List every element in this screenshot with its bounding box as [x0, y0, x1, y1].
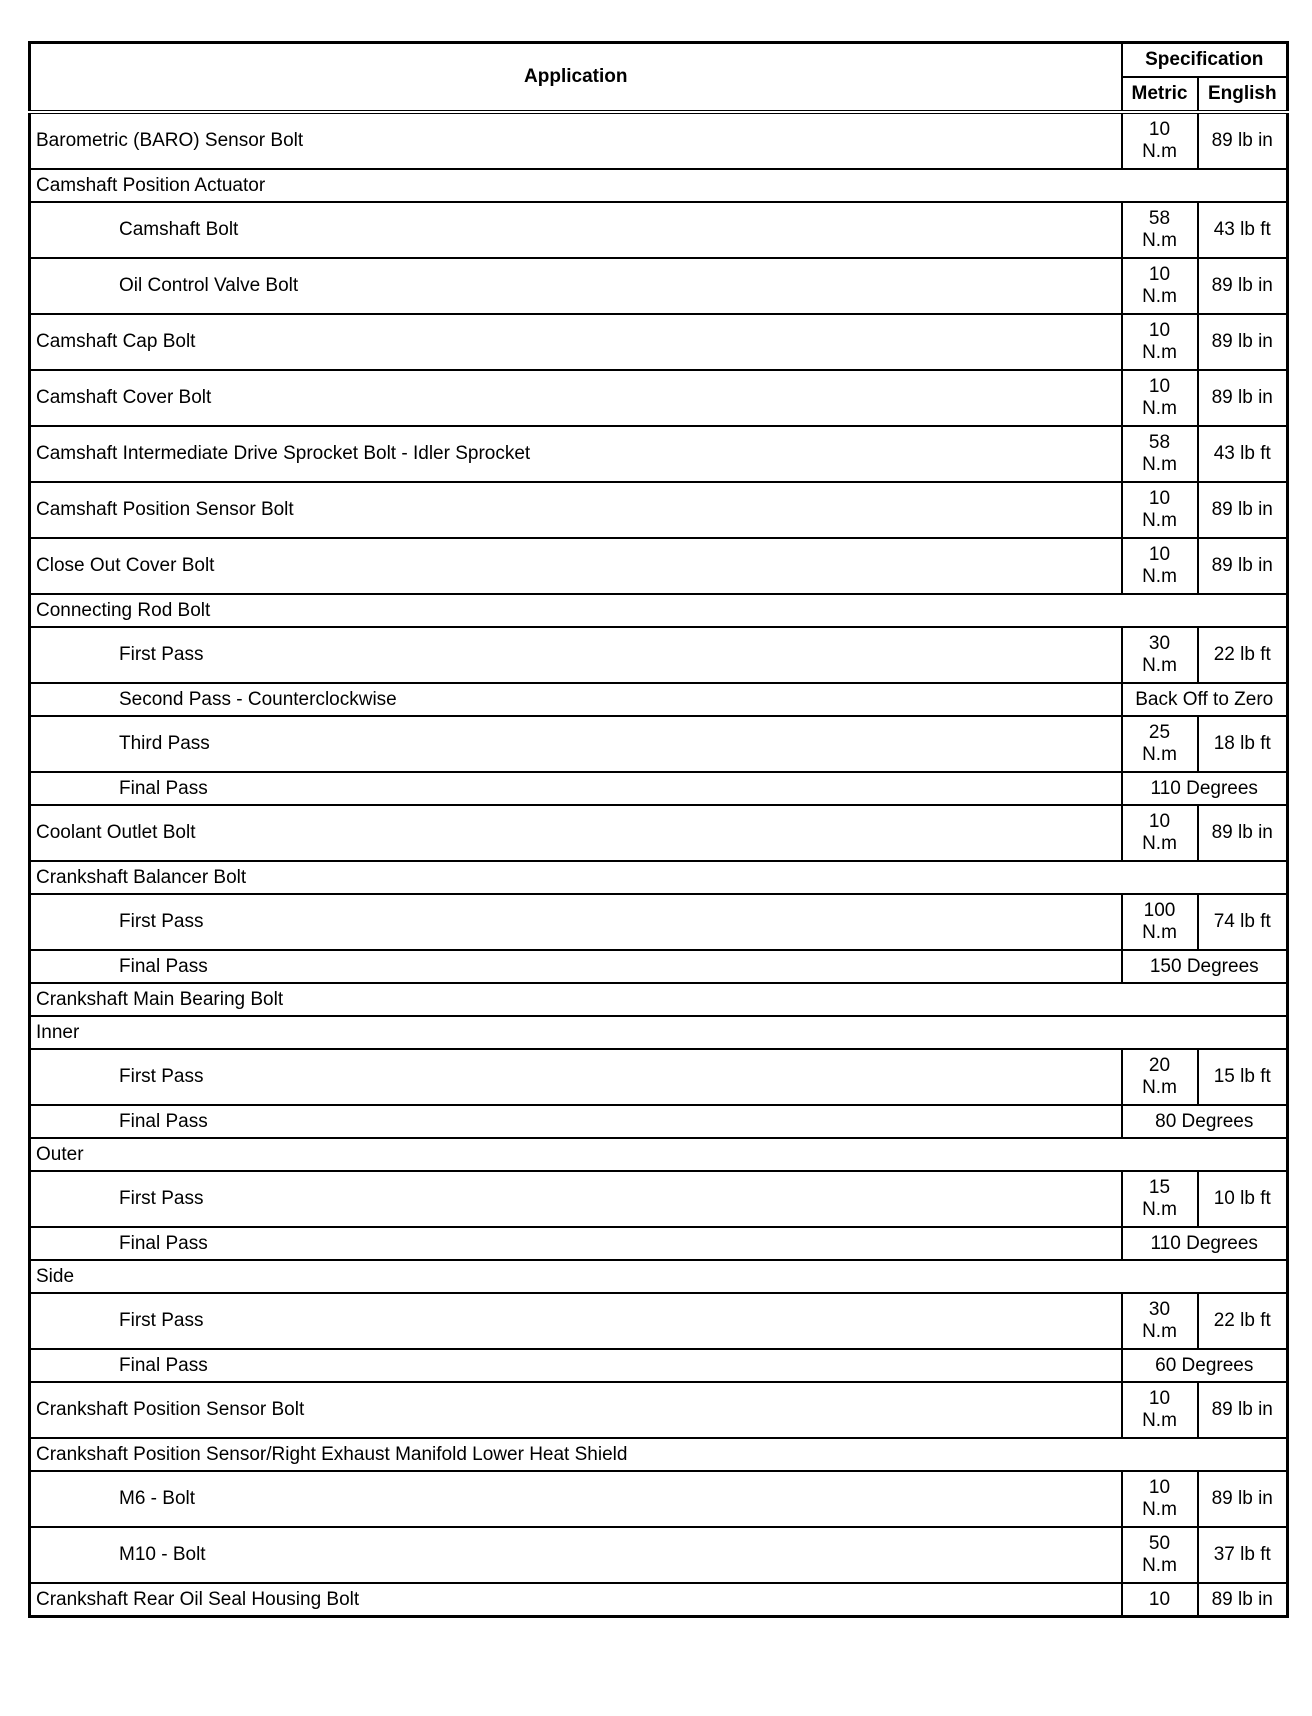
english-cell: 89 lb in — [1198, 482, 1288, 538]
english-cell: 89 lb in — [1198, 314, 1288, 370]
application-cell: Oil Control Valve Bolt — [30, 258, 1122, 314]
application-cell: Outer — [30, 1138, 1288, 1171]
metric-cell — [1122, 1583, 1198, 1617]
metric-unit: N.m — [1142, 286, 1177, 307]
metric-value: 10 — [1148, 1388, 1171, 1409]
combined-spec-cell: Back Off to Zero — [1122, 683, 1288, 716]
application-cell: Camshaft Position Sensor Bolt — [30, 482, 1122, 538]
table-row — [30, 772, 1288, 805]
metric-value: 30 — [1148, 1299, 1171, 1320]
application-cell: M6 - Bolt — [30, 1471, 1122, 1527]
metric-unit: N.m — [1142, 1410, 1177, 1431]
application-cell: Final Pass — [30, 772, 1122, 805]
application-cell: Crankshaft Position Sensor Bolt — [30, 1382, 1122, 1438]
metric-value: 100 — [1143, 900, 1176, 921]
table-row — [30, 1293, 1288, 1349]
metric-value: 10 — [1148, 264, 1171, 285]
english-header: English — [1198, 77, 1288, 112]
application-cell: Inner — [30, 1016, 1288, 1049]
english-cell: 89 lb in — [1198, 258, 1288, 314]
table-row — [30, 202, 1288, 258]
application-cell: Crankshaft Balancer Bolt — [30, 861, 1288, 894]
metric-value: 10 — [1148, 1477, 1171, 1498]
application-cell: Barometric (BARO) Sensor Bolt — [30, 112, 1122, 169]
combined-spec-cell: 110 Degrees — [1122, 1227, 1288, 1260]
metric-value: 10 — [1148, 544, 1171, 565]
english-cell: 74 lb ft — [1198, 894, 1288, 950]
metric-value: 20 — [1148, 1055, 1171, 1076]
table-group-row — [30, 1138, 1288, 1171]
metric-value: 15 — [1148, 1177, 1171, 1198]
metric-unit: N.m — [1142, 1199, 1177, 1220]
english-cell: 43 lb ft — [1198, 426, 1288, 482]
metric-cell — [1122, 482, 1198, 538]
metric-value: 50 — [1148, 1533, 1171, 1554]
table-row — [30, 258, 1288, 314]
table-row — [30, 426, 1288, 482]
metric-unit: N.m — [1142, 1321, 1177, 1342]
english-cell: 89 lb in — [1198, 805, 1288, 861]
metric-unit: N.m — [1142, 922, 1177, 943]
metric-cell — [1122, 1171, 1198, 1227]
table-row — [30, 112, 1288, 169]
metric-unit: N.m — [1142, 342, 1177, 363]
application-cell: Second Pass - Counterclockwise — [30, 683, 1122, 716]
application-cell: M10 - Bolt — [30, 1527, 1122, 1583]
application-cell: Crankshaft Rear Oil Seal Housing Bolt — [30, 1583, 1122, 1617]
table-row — [30, 1105, 1288, 1138]
metric-value: 25 — [1148, 722, 1171, 743]
table-row — [30, 716, 1288, 772]
metric-unit: N.m — [1142, 398, 1177, 419]
metric-cell — [1122, 627, 1198, 683]
metric-unit: N.m — [1142, 230, 1177, 251]
english-cell: 89 lb in — [1198, 1583, 1288, 1617]
english-cell: 10 lb ft — [1198, 1171, 1288, 1227]
metric-cell — [1122, 314, 1198, 370]
application-cell: First Pass — [30, 1293, 1122, 1349]
metric-cell — [1122, 202, 1198, 258]
metric-unit: N.m — [1142, 1077, 1177, 1098]
table-row — [30, 1382, 1288, 1438]
english-cell: 43 lb ft — [1198, 202, 1288, 258]
table-row — [30, 314, 1288, 370]
metric-header: Metric — [1122, 77, 1198, 112]
metric-unit: N.m — [1142, 655, 1177, 676]
application-cell: Camshaft Cap Bolt — [30, 314, 1122, 370]
metric-cell — [1122, 426, 1198, 482]
metric-cell — [1122, 370, 1198, 426]
metric-value: 10 — [1148, 119, 1171, 140]
metric-cell — [1122, 258, 1198, 314]
metric-value: 10 — [1148, 320, 1171, 341]
application-cell: First Pass — [30, 1049, 1122, 1105]
metric-unit: N.m — [1142, 454, 1177, 475]
specification-header: Specification — [1122, 43, 1288, 77]
metric-cell — [1122, 894, 1198, 950]
application-header: Application — [30, 43, 1122, 113]
metric-cell — [1122, 1527, 1198, 1583]
application-cell: Close Out Cover Bolt — [30, 538, 1122, 594]
metric-cell — [1122, 805, 1198, 861]
metric-cell — [1122, 1049, 1198, 1105]
english-cell: 89 lb in — [1198, 112, 1288, 169]
application-cell: Crankshaft Position Sensor/Right Exhaust Manifold Lower Heat Shield — [30, 1438, 1288, 1471]
english-cell: 89 lb in — [1198, 1471, 1288, 1527]
application-cell: Final Pass — [30, 1105, 1122, 1138]
application-cell: Coolant Outlet Bolt — [30, 805, 1122, 861]
combined-spec-cell: 80 Degrees — [1122, 1105, 1288, 1138]
metric-value: 58 — [1148, 208, 1171, 229]
metric-value: 10 — [1148, 811, 1171, 832]
metric-value: 58 — [1148, 432, 1171, 453]
table-row — [30, 1349, 1288, 1382]
metric-cell — [1122, 112, 1198, 169]
table-body — [30, 112, 1288, 1617]
english-cell: 89 lb in — [1198, 370, 1288, 426]
english-cell: 22 lb ft — [1198, 627, 1288, 683]
application-cell: Third Pass — [30, 716, 1122, 772]
english-cell: 89 lb in — [1198, 1382, 1288, 1438]
english-cell: 37 lb ft — [1198, 1527, 1288, 1583]
application-cell: Final Pass — [30, 950, 1122, 983]
table-group-row — [30, 983, 1288, 1016]
metric-cell — [1122, 1382, 1198, 1438]
application-cell: First Pass — [30, 894, 1122, 950]
application-cell: Final Pass — [30, 1349, 1122, 1382]
table-row — [30, 1471, 1288, 1527]
combined-spec-cell: 60 Degrees — [1122, 1349, 1288, 1382]
table-row — [30, 683, 1288, 716]
metric-unit: N.m — [1142, 1555, 1177, 1576]
application-cell: Camshaft Cover Bolt — [30, 370, 1122, 426]
table-row — [30, 894, 1288, 950]
table-row — [30, 1171, 1288, 1227]
table-row — [30, 1049, 1288, 1105]
application-cell: Side — [30, 1260, 1288, 1293]
metric-cell — [1122, 1293, 1198, 1349]
table-group-row — [30, 861, 1288, 894]
table-row — [30, 1527, 1288, 1583]
table-row — [30, 482, 1288, 538]
metric-value: 10 — [1148, 488, 1171, 509]
metric-value: 10 — [1148, 376, 1171, 397]
table-group-row — [30, 1016, 1288, 1049]
metric-unit: N.m — [1142, 744, 1177, 765]
application-cell: Camshaft Intermediate Drive Sprocket Bolt - Idler Sprocket — [30, 426, 1122, 482]
table-group-row — [30, 169, 1288, 202]
metric-unit: N.m — [1142, 1499, 1177, 1520]
application-cell: Camshaft Bolt — [30, 202, 1122, 258]
table-row — [30, 950, 1288, 983]
english-cell: 18 lb ft — [1198, 716, 1288, 772]
table-row — [30, 805, 1288, 861]
table-row — [30, 538, 1288, 594]
application-cell: Connecting Rod Bolt — [30, 594, 1288, 627]
table-group-row — [30, 1260, 1288, 1293]
metric-unit: N.m — [1142, 141, 1177, 162]
english-cell: 89 lb in — [1198, 538, 1288, 594]
application-cell: Crankshaft Main Bearing Bolt — [30, 983, 1288, 1016]
english-cell: 22 lb ft — [1198, 1293, 1288, 1349]
metric-value: 10 — [1148, 1588, 1171, 1610]
application-cell: First Pass — [30, 1171, 1122, 1227]
table-row — [30, 1227, 1288, 1260]
torque-spec-table — [28, 41, 1289, 1618]
table-row — [30, 1583, 1288, 1617]
table-group-row — [30, 1438, 1288, 1471]
metric-cell — [1122, 1471, 1198, 1527]
combined-spec-cell: 150 Degrees — [1122, 950, 1288, 983]
combined-spec-cell: 110 Degrees — [1122, 772, 1288, 805]
application-cell: Final Pass — [30, 1227, 1122, 1260]
metric-unit: N.m — [1142, 566, 1177, 587]
table-group-row — [30, 594, 1288, 627]
table-row — [30, 370, 1288, 426]
application-cell: First Pass — [30, 627, 1122, 683]
application-cell: Camshaft Position Actuator — [30, 169, 1288, 202]
metric-cell — [1122, 538, 1198, 594]
table-row — [30, 627, 1288, 683]
metric-cell — [1122, 716, 1198, 772]
english-cell: 15 lb ft — [1198, 1049, 1288, 1105]
metric-unit: N.m — [1142, 833, 1177, 854]
metric-unit: N.m — [1142, 510, 1177, 531]
metric-value: 30 — [1148, 633, 1171, 654]
